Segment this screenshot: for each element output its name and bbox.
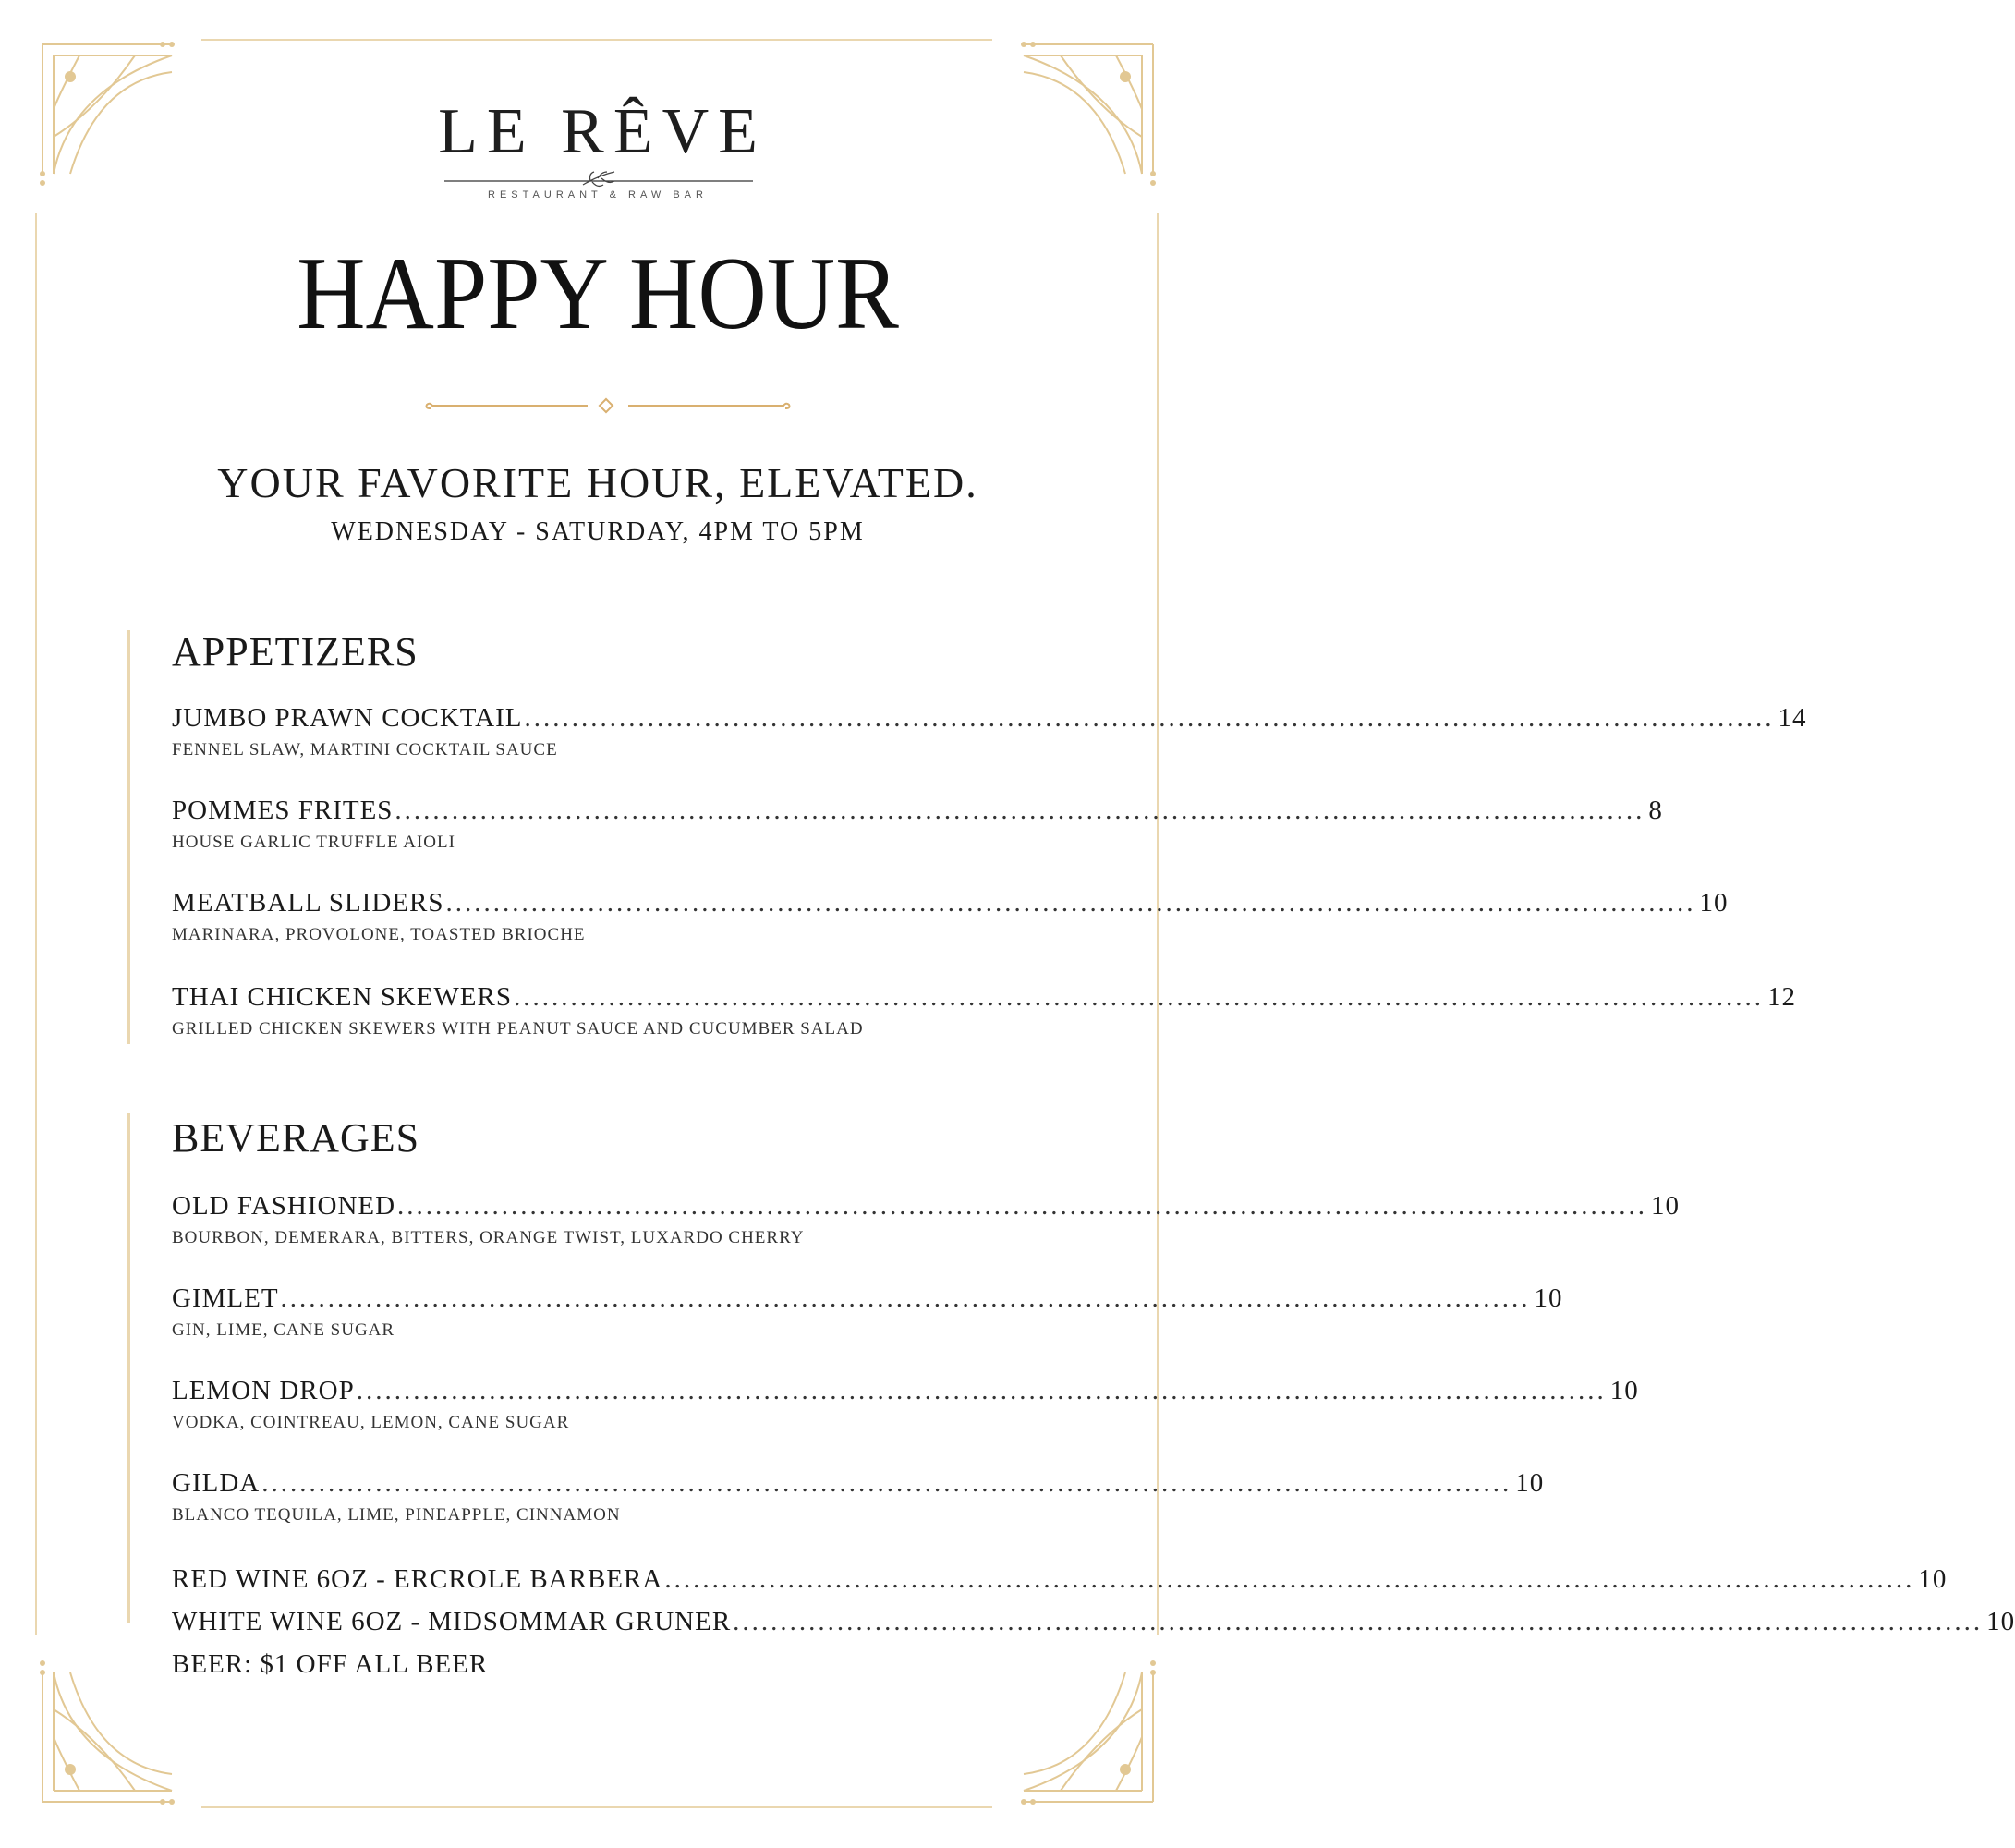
menu-item xyxy=(172,1283,1563,1341)
item-price: 10 xyxy=(1609,1376,1639,1405)
brand-name: LE RÊVE xyxy=(438,96,767,167)
menu-item xyxy=(172,888,1729,945)
item-description: BLANCO TEQUILA, LIME, PINEAPPLE, CINNAMON xyxy=(172,1504,621,1525)
dot-leader: .................................................................................................................................... xyxy=(733,1607,1984,1636)
item-name: MEATBALL SLIDERS xyxy=(172,888,444,918)
appetizers-section-bar xyxy=(127,630,130,1044)
hours-text: WEDNESDAY - SATURDAY, 4PM TO 5PM xyxy=(331,517,865,546)
item-name: GIMLET xyxy=(172,1283,279,1313)
frame-top-line xyxy=(201,39,992,41)
item-price: 10 xyxy=(1515,1468,1545,1498)
item-price: 8 xyxy=(1648,796,1663,825)
item-name: JUMBO PRAWN COCKTAIL xyxy=(172,703,523,733)
beverages-section-bar xyxy=(127,1113,130,1623)
frame-left-line xyxy=(35,213,37,1635)
item-price: 10 xyxy=(1651,1191,1681,1221)
item-price: 10 xyxy=(1986,1607,2015,1636)
item-description: VODKA, COINTREAU, LEMON, CANE SUGAR xyxy=(172,1412,570,1432)
item-price: 12 xyxy=(1767,982,1796,1012)
menu-item xyxy=(172,1191,1681,1248)
item-description: MARINARA, PROVOLONE, TOASTED BRIOCHE xyxy=(172,924,586,944)
item-description: GIN, LIME, CANE SUGAR xyxy=(172,1319,395,1340)
dot-leader: .................................................................................................................................... xyxy=(356,1376,1607,1405)
item-name: THAI CHICKEN SKEWERS xyxy=(172,982,512,1012)
item-name: OLD FASHIONED xyxy=(172,1191,396,1221)
menu-item xyxy=(172,1607,2015,1637)
menu-item xyxy=(172,703,1807,760)
item-name: RED WINE 6OZ - ERCROLE BARBERA xyxy=(172,1564,663,1594)
item-description: FENNEL SLAW, MARTINI COCKTAIL SAUCE xyxy=(172,739,558,760)
item-price: 14 xyxy=(1778,703,1807,733)
dot-leader: .................................................................................................................................... xyxy=(261,1468,1512,1498)
subtitle: YOUR FAVORITE HOUR, ELEVATED. xyxy=(217,459,978,506)
item-name: LEMON DROP xyxy=(172,1376,355,1405)
beverages-heading: BEVERAGES xyxy=(172,1115,420,1161)
dot-leader: .................................................................................................................................... xyxy=(395,796,1645,825)
brand-tagline: RESTAURANT & RAW BAR xyxy=(488,189,708,201)
menu-item xyxy=(172,1376,1639,1433)
item-description: GRILLED CHICKEN SKEWERS WITH PEANUT SAUCE AND CUCUMBER SALAD xyxy=(172,1018,864,1039)
item-name: GILDA xyxy=(172,1468,261,1498)
appetizers-heading: APPETIZERS xyxy=(172,629,419,675)
item-description: HOUSE GARLIC TRUFFLE AIOLI xyxy=(172,832,455,852)
dot-leader: .................................................................................................................................... xyxy=(514,982,1764,1012)
frame-bottom-line xyxy=(201,1806,992,1808)
item-name: WHITE WINE 6OZ - MIDSOMMAR GRUNER xyxy=(172,1607,732,1636)
menu-item xyxy=(172,982,1796,1040)
item-name: POMMES FRITES xyxy=(172,796,394,825)
item-description: BOURBON, DEMERARA, BITTERS, ORANGE TWIST, LUXARDO CHERRY xyxy=(172,1227,805,1247)
item-price: 10 xyxy=(1918,1564,1948,1594)
logo xyxy=(0,96,1196,167)
menu-item xyxy=(172,1468,1545,1526)
item-price: 10 xyxy=(1534,1283,1563,1313)
frame-right-line xyxy=(1157,213,1159,1635)
corner-ornament-bottom-right xyxy=(1005,1654,1162,1811)
corner-ornament-bottom-left xyxy=(33,1654,190,1811)
title-divider-ornament xyxy=(423,397,793,418)
dot-leader: .................................................................................................................................... xyxy=(445,888,1696,918)
dot-leader: .................................................................................................................................... xyxy=(397,1191,1648,1221)
menu-item xyxy=(172,1564,1948,1595)
dot-leader: .................................................................................................................................... xyxy=(280,1283,1531,1313)
page-title: HAPPY HOUR xyxy=(297,237,899,351)
dot-leader: .................................................................................................................................... xyxy=(524,703,1775,733)
beer-note: BEER: $1 OFF ALL BEER xyxy=(172,1649,489,1679)
dot-leader: .................................................................................................................................... xyxy=(664,1564,1915,1594)
item-price: 10 xyxy=(1699,888,1729,918)
menu-item xyxy=(172,796,1663,853)
